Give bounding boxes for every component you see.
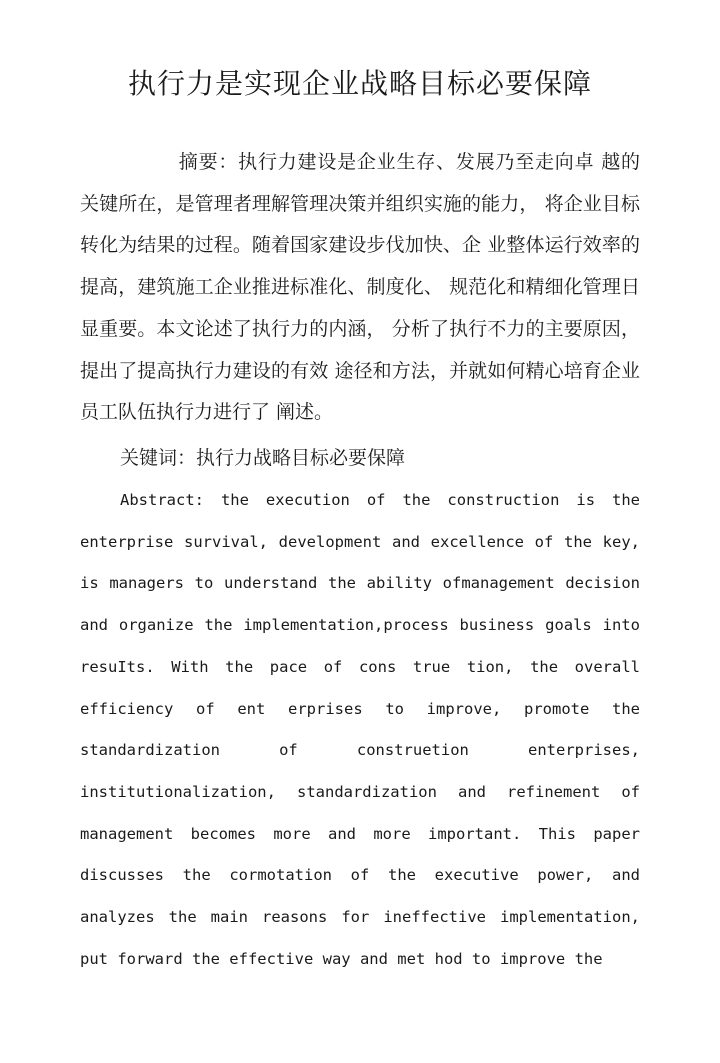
english-abstract xyxy=(80,480,640,980)
keywords-line: 关键词：执行力战略目标必要保障 xyxy=(120,447,406,469)
document-title: 执行力是实现企业战略目标必要保障 xyxy=(127,67,592,100)
chinese-abstract xyxy=(80,142,640,434)
english-abstract-text: Abstract: the execution of the construction is the enterprise survival, development and excellence of the key, is managers to understand the ability ofmanagement decision and organize the implementation,process business goals into resuIts. With the pace of cons true tion, the overall efficiency of ent erprises to improve, promote the standardization of construetion enterprises, institutionalization, standardization and refinement of management becomes more and more important. This paper discusses the cormotation of the executive power, and analyzes the main reasons for ineffective implementation, put forward the effective way and met hod to improve the xyxy=(80,491,640,968)
chinese-abstract-text: 摘要：执行力建设是企业生存、发展乃至走向卓 越的关键所在，是管理者理解管理决策并组织实施的能力， 将企业目标转化为结果的过程。随着国家建设步伐加快、企 业整体运行效率的提高，建筑施工企业推进标准化、制度化、 规范化和精细化管理日显重要。本文论述了执行力的内涵， 分析了执行不力的主要原因，提出了提高执行力建设的有效 途径和方法，并就如何精心培育企业员工队伍执行力进行了 阐述。 xyxy=(80,151,640,424)
